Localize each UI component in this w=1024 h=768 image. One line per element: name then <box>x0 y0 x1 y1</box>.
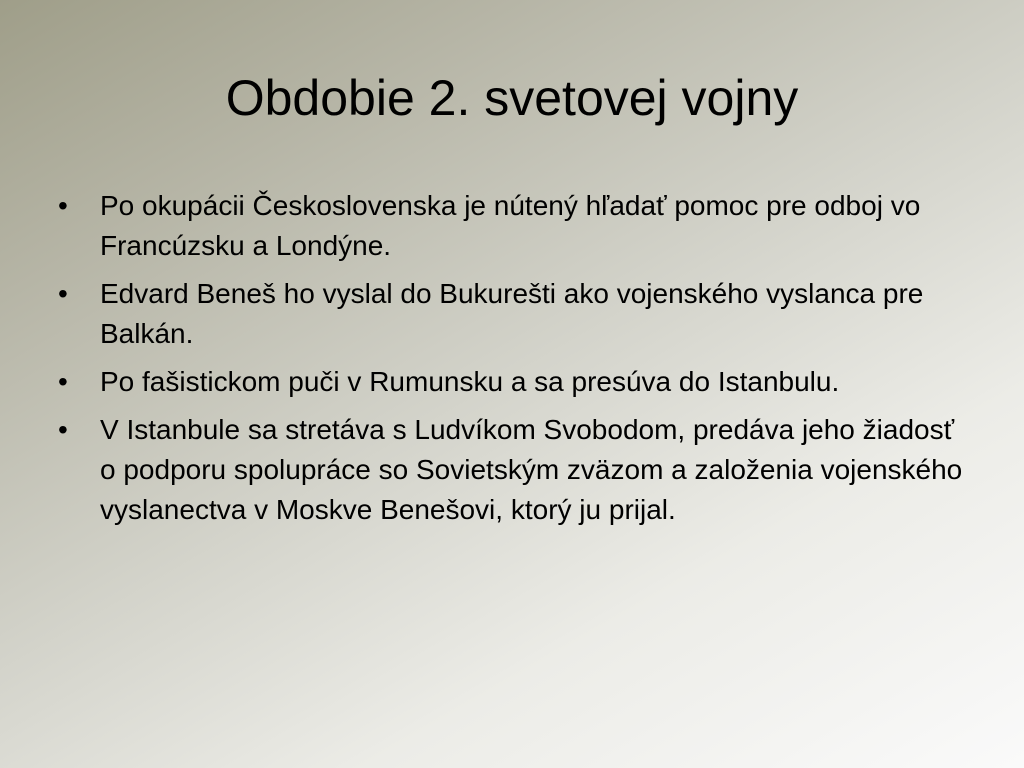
slide-title: Obdobie 2. svetovej vojny <box>225 70 799 126</box>
bullet-item-2 <box>56 274 976 354</box>
bullet-icon: • <box>58 414 68 445</box>
bullet-icon: • <box>58 366 68 397</box>
bullet-text: Po okupácii Československa je nútený hľadať pomoc pre odboj vo Francúzsku a Londýne. <box>100 190 921 261</box>
bullet-icon: • <box>58 278 68 309</box>
bullet-text: Edvard Beneš ho vyslal do Bukurešti ako vojenského vyslanca pre Balkán. <box>100 278 924 349</box>
bullet-list <box>56 186 976 538</box>
bullet-item-3 <box>56 362 976 402</box>
bullet-item-1 <box>56 186 976 266</box>
bullet-icon: • <box>58 190 68 221</box>
bullet-text: Po fašistickom puči v Rumunsku a sa presúva do Istanbulu. <box>100 366 840 397</box>
bullet-text: V Istanbule sa stretáva s Ludvíkom Svobodom, predáva jeho žiadosť o podporu spolupráce so Sovietským zväzom a založenia vojenského vyslanectva v Moskve Benešovi, ktorý ju prijal. <box>100 414 963 525</box>
bullet-item-4 <box>56 410 976 530</box>
